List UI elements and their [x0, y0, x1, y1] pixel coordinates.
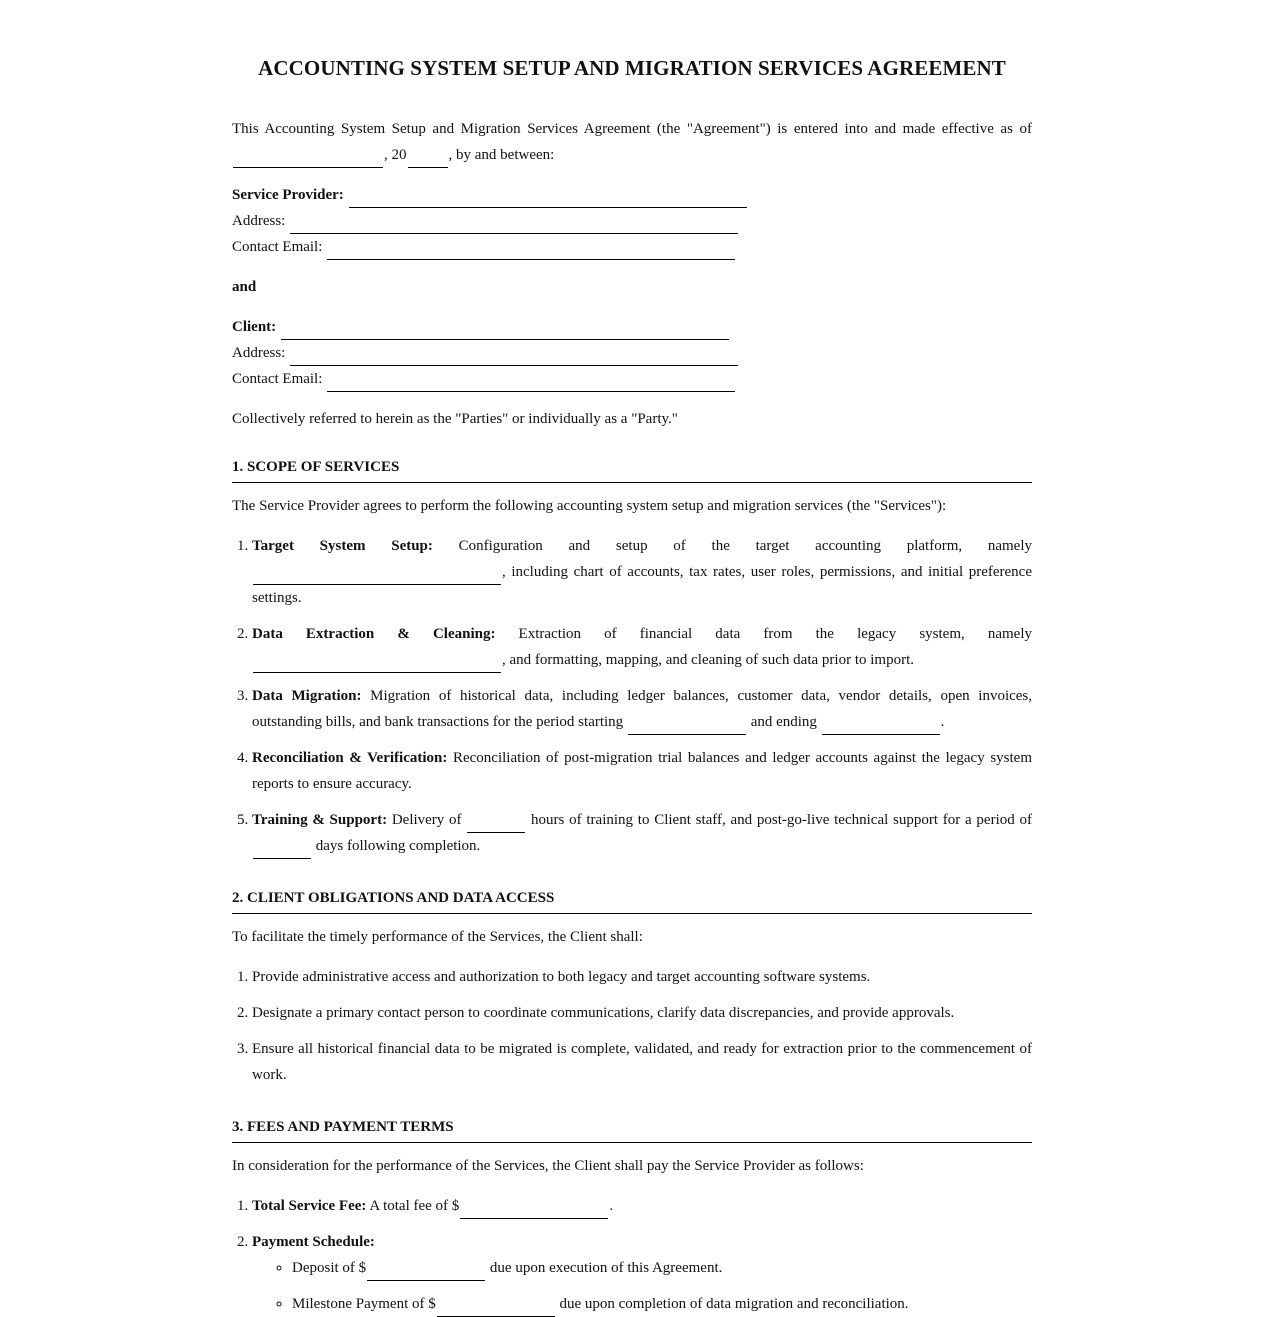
list-item: 2. Designate a primary contact person to coordinate communications, clarify data discrepancies, and provide approvals.: [252, 1000, 1032, 1026]
item-text: Configuration and setup of the target accounting platform, namely: [432, 538, 1032, 554]
item-text: and ending: [746, 714, 817, 730]
target-platform-blank[interactable]: [253, 566, 501, 585]
item-text: , including chart of accounts, tax rates, user roles, permissions, and initial preference settings.: [252, 564, 1032, 606]
list-item: 1. Provide administrative access and authorization to both legacy and target accounting software systems.: [252, 964, 1032, 990]
item-text: hours of training to Client staff, and post-go-live technical support for a period of: [526, 812, 1032, 828]
list-item: [252, 1193, 1032, 1219]
provider-address-blank[interactable]: [290, 215, 738, 234]
item-text: A total fee of $: [366, 1198, 460, 1214]
total-fee-blank[interactable]: [460, 1200, 608, 1219]
client-address-blank[interactable]: [290, 347, 738, 366]
item-text: Extraction of financial data from the legacy system, namely: [495, 626, 1032, 642]
provider-name-line: [232, 182, 1032, 208]
legacy-system-blank[interactable]: [253, 654, 501, 673]
list-item: [252, 621, 1032, 673]
client-email-label: Contact Email:: [232, 371, 323, 387]
client-address-label: Address:: [232, 345, 286, 361]
client-email-blank[interactable]: [327, 373, 735, 392]
section-2-intro: To facilitate the timely performance of the Services, the Client shall:: [232, 929, 643, 945]
item-text: .: [940, 714, 945, 730]
item-text: Reconciliation of post-migration trial balances and ledger accounts against the legacy system reports to ensure accuracy.: [252, 750, 1032, 792]
date-year-blank[interactable]: [408, 149, 448, 168]
item-text: due upon execution of this Agreement.: [486, 1260, 723, 1276]
section-2-heading: 2. CLIENT OBLIGATIONS AND DATA ACCESS: [232, 885, 1032, 914]
and-label: and: [232, 279, 257, 295]
client-label: Client:: [232, 319, 277, 335]
service-provider-block: [232, 182, 1032, 260]
item-text: Deposit of $: [292, 1260, 367, 1276]
period-end-blank[interactable]: [822, 716, 940, 735]
item-text: , and formatting, mapping, and cleaning of such data prior to import.: [502, 652, 914, 668]
section-3-intro: In consideration for the performance of the Services, the Client shall pay the Service Provider as follows:: [232, 1158, 864, 1174]
collective-statement: Collectively referred to herein as the "Parties" or individually as a "Party.": [232, 411, 678, 427]
section-1-intro: The Service Provider agrees to perform the following accounting system setup and migration services (the "Services"):: [232, 498, 947, 514]
intro-paragraph: [232, 116, 1032, 168]
client-address-line: [232, 340, 1032, 366]
item-text: Migration of historical data, including ledger balances, customer data, vendor details, open invoices, outstanding bills, and bank transactions for the period starting: [252, 688, 1033, 730]
milestone-amount-blank[interactable]: [437, 1298, 555, 1317]
list-item: [292, 1255, 1032, 1281]
list-item: 3. Ensure all historical financial data to be migrated is complete, validated, and ready for extraction prior to the commencement of work.: [252, 1036, 1032, 1088]
list-item: [252, 533, 1032, 611]
item-title: Target System Setup:: [252, 538, 433, 554]
item-text: Milestone Payment of $: [292, 1296, 436, 1312]
item-title: Data Migration:: [252, 688, 362, 704]
list-item: [252, 1229, 1032, 1317]
item-title: Payment Schedule:: [252, 1234, 375, 1250]
document-title: ACCOUNTING SYSTEM SETUP AND MIGRATION SERVICES AGREEMENT: [258, 56, 1006, 80]
fees-list: [232, 1193, 1032, 1317]
provider-address-line: [232, 208, 1032, 234]
services-list: [232, 533, 1032, 859]
list-item: [252, 683, 1032, 735]
intro-text-end: , by and between:: [448, 147, 555, 163]
payment-schedule-list: [252, 1255, 1032, 1317]
provider-address-label: Address:: [232, 213, 286, 229]
date-day-blank[interactable]: [233, 149, 383, 168]
intro-year-prefix: , 20: [384, 147, 407, 163]
item-text: Delivery of: [387, 812, 462, 828]
item-text: due upon completion of data migration and reconciliation.: [555, 1296, 909, 1312]
provider-email-line: [232, 234, 1032, 260]
item-text: days following completion.: [312, 838, 481, 854]
item-title: Training & Support:: [252, 812, 388, 828]
support-days-blank[interactable]: [253, 840, 311, 859]
section-3-heading: 3. FEES AND PAYMENT TERMS: [232, 1114, 1032, 1143]
client-block: [232, 314, 1032, 392]
document-page: [232, 0, 1032, 1317]
list-item: [252, 807, 1032, 859]
section-1-heading: 1. SCOPE OF SERVICES: [232, 454, 1032, 483]
item-title: Total Service Fee:: [252, 1198, 367, 1214]
list-item: [292, 1291, 1032, 1317]
list-item: [252, 745, 1032, 797]
client-email-line: [232, 366, 1032, 392]
provider-email-blank[interactable]: [327, 241, 735, 260]
provider-name-blank[interactable]: [349, 189, 747, 208]
client-name-line: [232, 314, 1032, 340]
item-text: .: [609, 1198, 614, 1214]
client-name-blank[interactable]: [281, 321, 729, 340]
item-title: Reconciliation & Verification:: [252, 750, 448, 766]
provider-label: Service Provider:: [232, 187, 344, 203]
intro-text: This Accounting System Setup and Migration Services Agreement (the "Agreement") is entered into and made effective as of: [232, 121, 1032, 137]
period-start-blank[interactable]: [628, 716, 746, 735]
training-hours-blank[interactable]: [467, 814, 525, 833]
provider-email-label: Contact Email:: [232, 239, 323, 255]
obligations-list: [232, 964, 1032, 1088]
deposit-amount-blank[interactable]: [367, 1262, 485, 1281]
item-title: Data Extraction & Cleaning:: [252, 626, 496, 642]
